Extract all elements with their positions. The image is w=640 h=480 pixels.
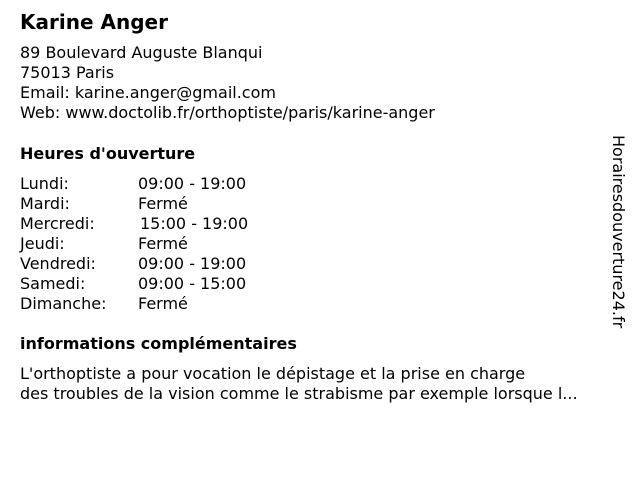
website-line: Web: www.doctolib.fr/orthoptiste/paris/karine-anger	[20, 103, 435, 122]
day-hours: 09:00 - 15:00	[138, 274, 247, 293]
description-line: L'orthoptiste a pour vocation le dépistage et la prise en charge	[20, 364, 526, 383]
day-label: Jeudi:	[20, 234, 65, 253]
practitioner-name: Karine Anger	[20, 10, 168, 34]
day-label: Mercredi:	[20, 214, 95, 233]
day-hours: 09:00 - 19:00	[138, 174, 247, 193]
description-line: des troubles de la vision comme le strabisme par exemple lorsque l...	[20, 384, 578, 403]
street-address: 89 Boulevard Auguste Blanqui	[20, 43, 263, 62]
day-label: Dimanche:	[20, 294, 107, 313]
day-hours: Fermé	[138, 294, 188, 313]
city-postal: 75013 Paris	[20, 63, 115, 82]
day-hours: 15:00 - 19:00	[140, 214, 249, 233]
site-watermark: Horairesdouverture24.fr	[609, 135, 628, 329]
day-label: Vendredi:	[20, 254, 96, 273]
additional-info-text	[20, 364, 630, 404]
opening-hours-heading: Heures d'ouverture	[20, 144, 196, 163]
day-hours: 09:00 - 19:00	[138, 254, 247, 273]
email-line: Email: karine.anger@gmail.com	[20, 83, 276, 102]
additional-info-heading: informations complémentaires	[20, 334, 297, 353]
day-hours: Fermé	[138, 194, 188, 213]
day-label: Samedi:	[20, 274, 86, 293]
day-label: Lundi:	[20, 174, 69, 193]
day-label: Mardi:	[20, 194, 70, 213]
address-block	[20, 43, 435, 123]
day-hours: Fermé	[138, 234, 188, 253]
